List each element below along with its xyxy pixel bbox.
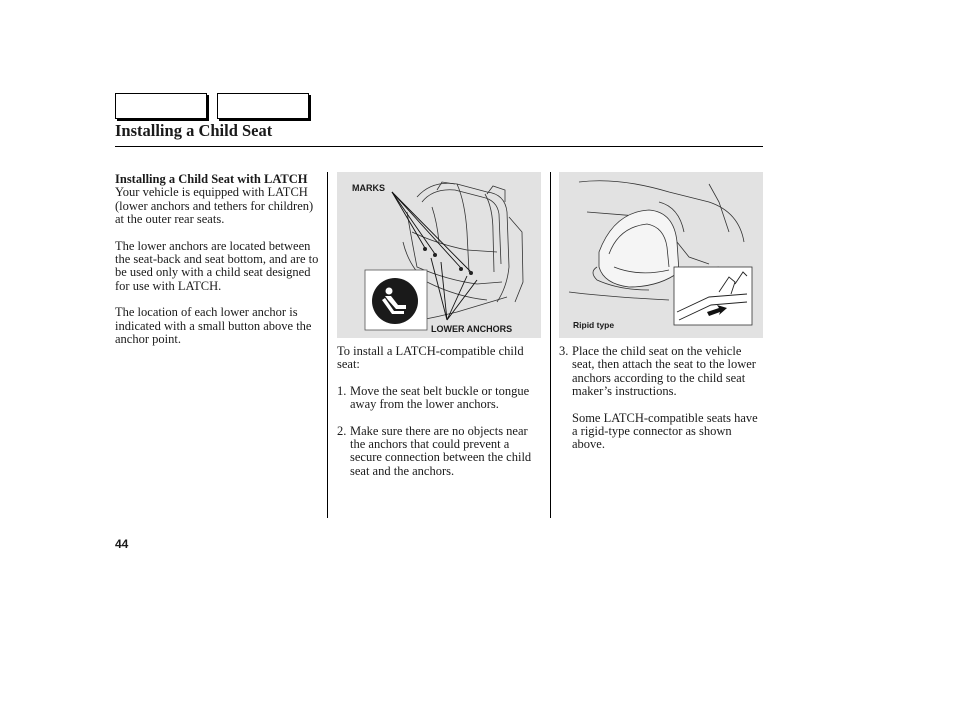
nav-tab-1[interactable] xyxy=(115,93,207,119)
step-number: 2. xyxy=(337,423,347,438)
step-text: Place the child seat on the vehicle seat, then attach the seat to the lower anchors according to the child seat maker’s instructions. xyxy=(572,344,756,399)
paragraph-3: The location of each lower anchor is indicated with a small button above the anchor point. xyxy=(115,305,312,347)
child-seat-illustration xyxy=(559,172,763,338)
column-3 xyxy=(559,345,763,452)
step-3 xyxy=(559,345,763,399)
rigid-connector-note: Some LATCH-compatible seats have a rigid-type connector as shown above. xyxy=(572,410,758,452)
column-2 xyxy=(337,345,543,478)
step-number: 3. xyxy=(559,344,569,358)
child-seat-symbol-icon xyxy=(372,278,418,324)
install-intro: To install a LATCH-compatible child seat: xyxy=(337,344,524,372)
rigid-type-label: Ripid type xyxy=(573,320,615,330)
paragraph-1: Your vehicle is equipped with LATCH (lower anchors and tethers for children) at the outer rear seats. xyxy=(115,185,314,227)
title-rule xyxy=(115,146,763,147)
paragraph-2: The lower anchors are located between the seat-back and seat bottom, and are to be used only with a child seat designed for use with LATCH. xyxy=(115,238,319,293)
rigid-type-figure xyxy=(559,172,763,338)
lower-anchors-label: LOWER ANCHORS xyxy=(431,324,513,334)
section-heading: Installing a Child Seat with LATCH xyxy=(115,172,308,186)
column-divider-1 xyxy=(327,172,328,518)
lower-anchors-figure xyxy=(337,172,541,338)
step-1 xyxy=(337,385,543,412)
step-2 xyxy=(337,425,543,479)
column-1 xyxy=(115,173,320,346)
step-text: Make sure there are no objects near the anchors that could prevent a secure connection between the child seat and the anchors. xyxy=(350,423,532,478)
page-title: Installing a Child Seat xyxy=(115,121,273,140)
rear-seat-illustration xyxy=(337,172,541,338)
nav-tab-2[interactable] xyxy=(217,93,309,119)
page-number: 44 xyxy=(115,537,129,551)
step-number: 1. xyxy=(337,383,347,398)
step-text: Move the seat belt buckle or tongue away from the lower anchors. xyxy=(350,383,530,412)
column-divider-2 xyxy=(550,172,551,518)
marks-label: MARKS xyxy=(352,183,385,193)
